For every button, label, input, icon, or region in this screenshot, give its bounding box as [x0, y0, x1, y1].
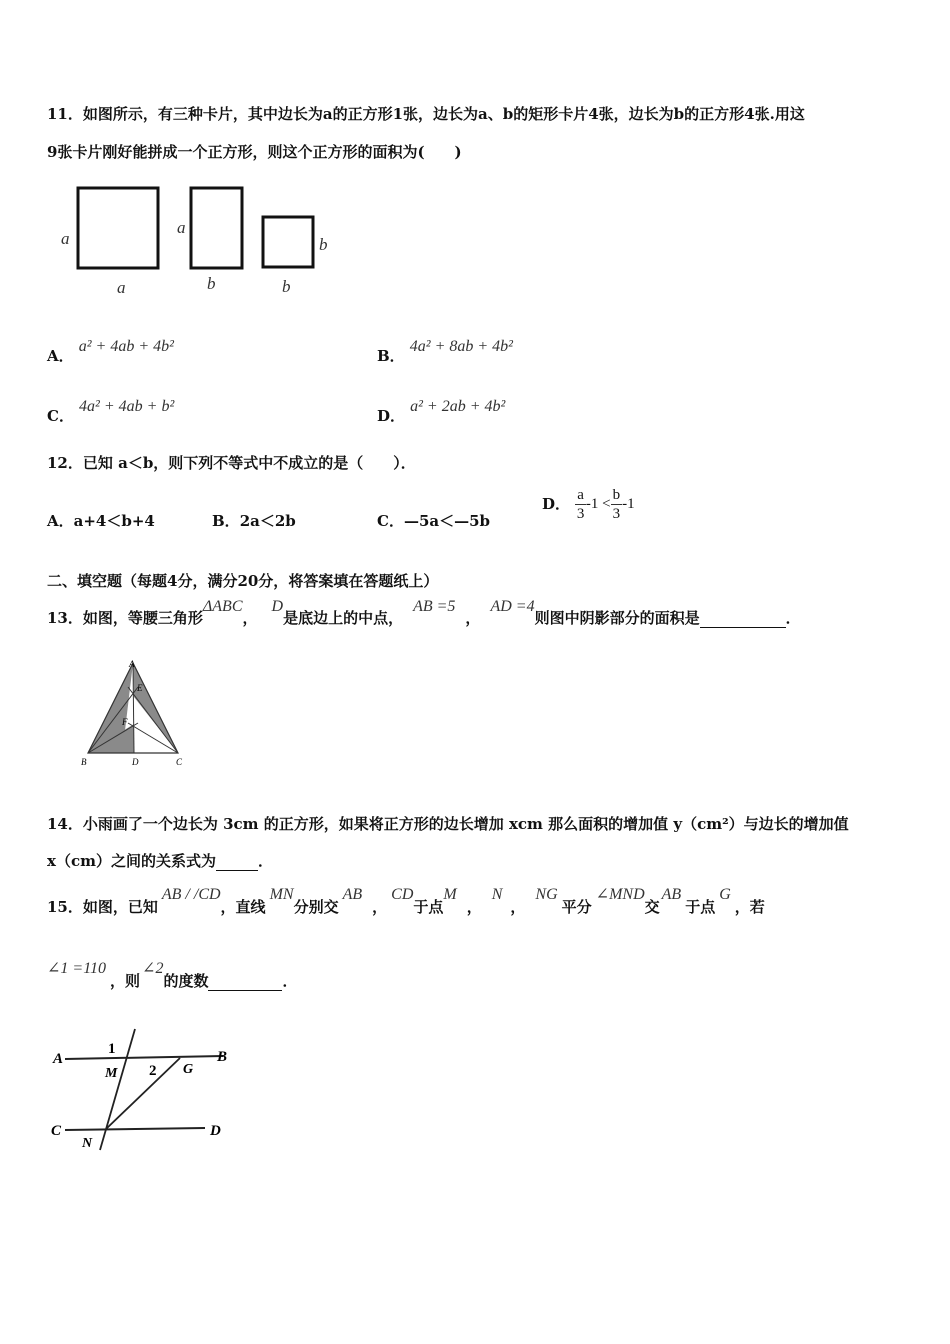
option-formula: 4a² + 4ab + b²: [79, 398, 175, 415]
label-rect-bottom: b: [207, 274, 216, 293]
q13-answer-blank[interactable]: [700, 609, 786, 628]
q11-option-a[interactable]: [47, 335, 174, 365]
option-mid: -1 <: [585, 496, 611, 512]
line-ab: [65, 1056, 223, 1059]
q11-option-c[interactable]: [47, 395, 175, 425]
q13-stem: 13．如图，等腰三角形ΔABC，D是底边上的中点，AB =5，AD =4则图中阴影部分的面积是 ．: [47, 598, 801, 627]
q14-stem-line1: 14．小雨画了一个边长为 3cm 的正方形，如果将正方形的边长增加 xcm 那么面积的增加值 y（cm²）与边长的增加值: [47, 815, 849, 833]
label-D: D: [210, 1123, 221, 1139]
option-text: —5a＜—5b: [403, 512, 491, 530]
section-2-heading: 二、填空题（每题4分，满分20分，将答案填在答题纸上）: [47, 572, 439, 590]
angle-label-2: 2: [149, 1063, 157, 1079]
q12-option-d[interactable]: [542, 486, 635, 523]
option-formula: 4a² + 8ab + 4b²: [409, 338, 513, 355]
label-M: M: [105, 1066, 118, 1081]
q11-stem-line1: 11．如图所示，有三种卡片，其中边长为a的正方形1张，边长为a、b的矩形卡片4张，边长为b的正方形4张.用这: [47, 105, 805, 123]
option-tail: -1: [622, 496, 635, 512]
label-B: B: [217, 1049, 228, 1065]
label-C: C: [51, 1123, 62, 1139]
line-cd: [65, 1128, 205, 1130]
option-text: a+4＜b+4: [73, 512, 155, 530]
option-label: B．: [377, 347, 405, 365]
label-sq-a-bottom: a: [117, 278, 126, 297]
q15-answer-blank[interactable]: [208, 972, 282, 991]
q15-stem-line1: 15．如图，已知AB / /CD，直线MN分别交AB，CD于点M，N，NG平分∠MND交AB于点G，若: [47, 886, 765, 916]
option-label: B．: [212, 512, 240, 530]
option-formula: a² + 2ab + 4b²: [410, 398, 506, 415]
option-label: C．: [47, 407, 74, 425]
label-sq-b-side: b: [319, 235, 328, 254]
label-C: C: [176, 757, 183, 767]
label-sq-b-bottom: b: [282, 277, 291, 296]
label-A: A: [53, 1051, 64, 1067]
option-formula: a² + 4ab + 4b²: [78, 338, 174, 355]
label-rect-side: a: [177, 218, 186, 237]
square-b-card: [263, 217, 313, 267]
q15-parallel-lines-figure: [45, 1025, 245, 1160]
q14-answer-blank[interactable]: [216, 852, 258, 871]
q12-stem: 12．已知 a＜b，则下列不等式中不成立的是（ ）．: [47, 454, 416, 472]
label-sq-a-side: a: [61, 229, 70, 248]
q13-triangle-figure: [76, 657, 196, 772]
angle-label-1: 1: [108, 1041, 116, 1057]
option-label: D．: [542, 494, 571, 513]
line-mn: [100, 1029, 135, 1150]
q12-option-a-row[interactable]: [47, 510, 155, 531]
square-a-card: [78, 188, 158, 268]
q14-stem-line2: x（cm）之间的关系式为 ．: [47, 852, 273, 870]
q15-stem-line2: ∠1 =110，则∠2的度数 ．: [47, 960, 298, 990]
label-G: G: [183, 1062, 194, 1077]
q12-option-b[interactable]: [212, 510, 296, 531]
label-B: B: [81, 757, 87, 767]
label-N: N: [82, 1136, 93, 1151]
label-D: D: [132, 757, 139, 767]
q11-option-d[interactable]: [377, 395, 506, 425]
label-A: A: [129, 659, 135, 669]
fraction-b-over-3: $\frac{b}{3}$: [612, 487, 621, 522]
q11-option-b[interactable]: [377, 335, 513, 365]
q11-cards-figure: [55, 180, 345, 300]
option-label: D．: [377, 407, 406, 425]
option-label: A．: [47, 512, 74, 530]
label-F: F: [122, 717, 128, 727]
fraction-a-over-3: $\frac{a}{3}$: [576, 487, 585, 522]
q12-option-c[interactable]: [377, 510, 490, 531]
label-E: E: [137, 683, 143, 693]
option-label: A．: [47, 347, 74, 365]
option-text: 2a＜2b: [239, 512, 296, 530]
option-label: C．: [377, 512, 404, 530]
rect-ab-card: [191, 188, 242, 268]
q11-stem-line2: 9张卡片刚好能拼成一个正方形，则这个正方形的面积为( ): [47, 143, 462, 161]
